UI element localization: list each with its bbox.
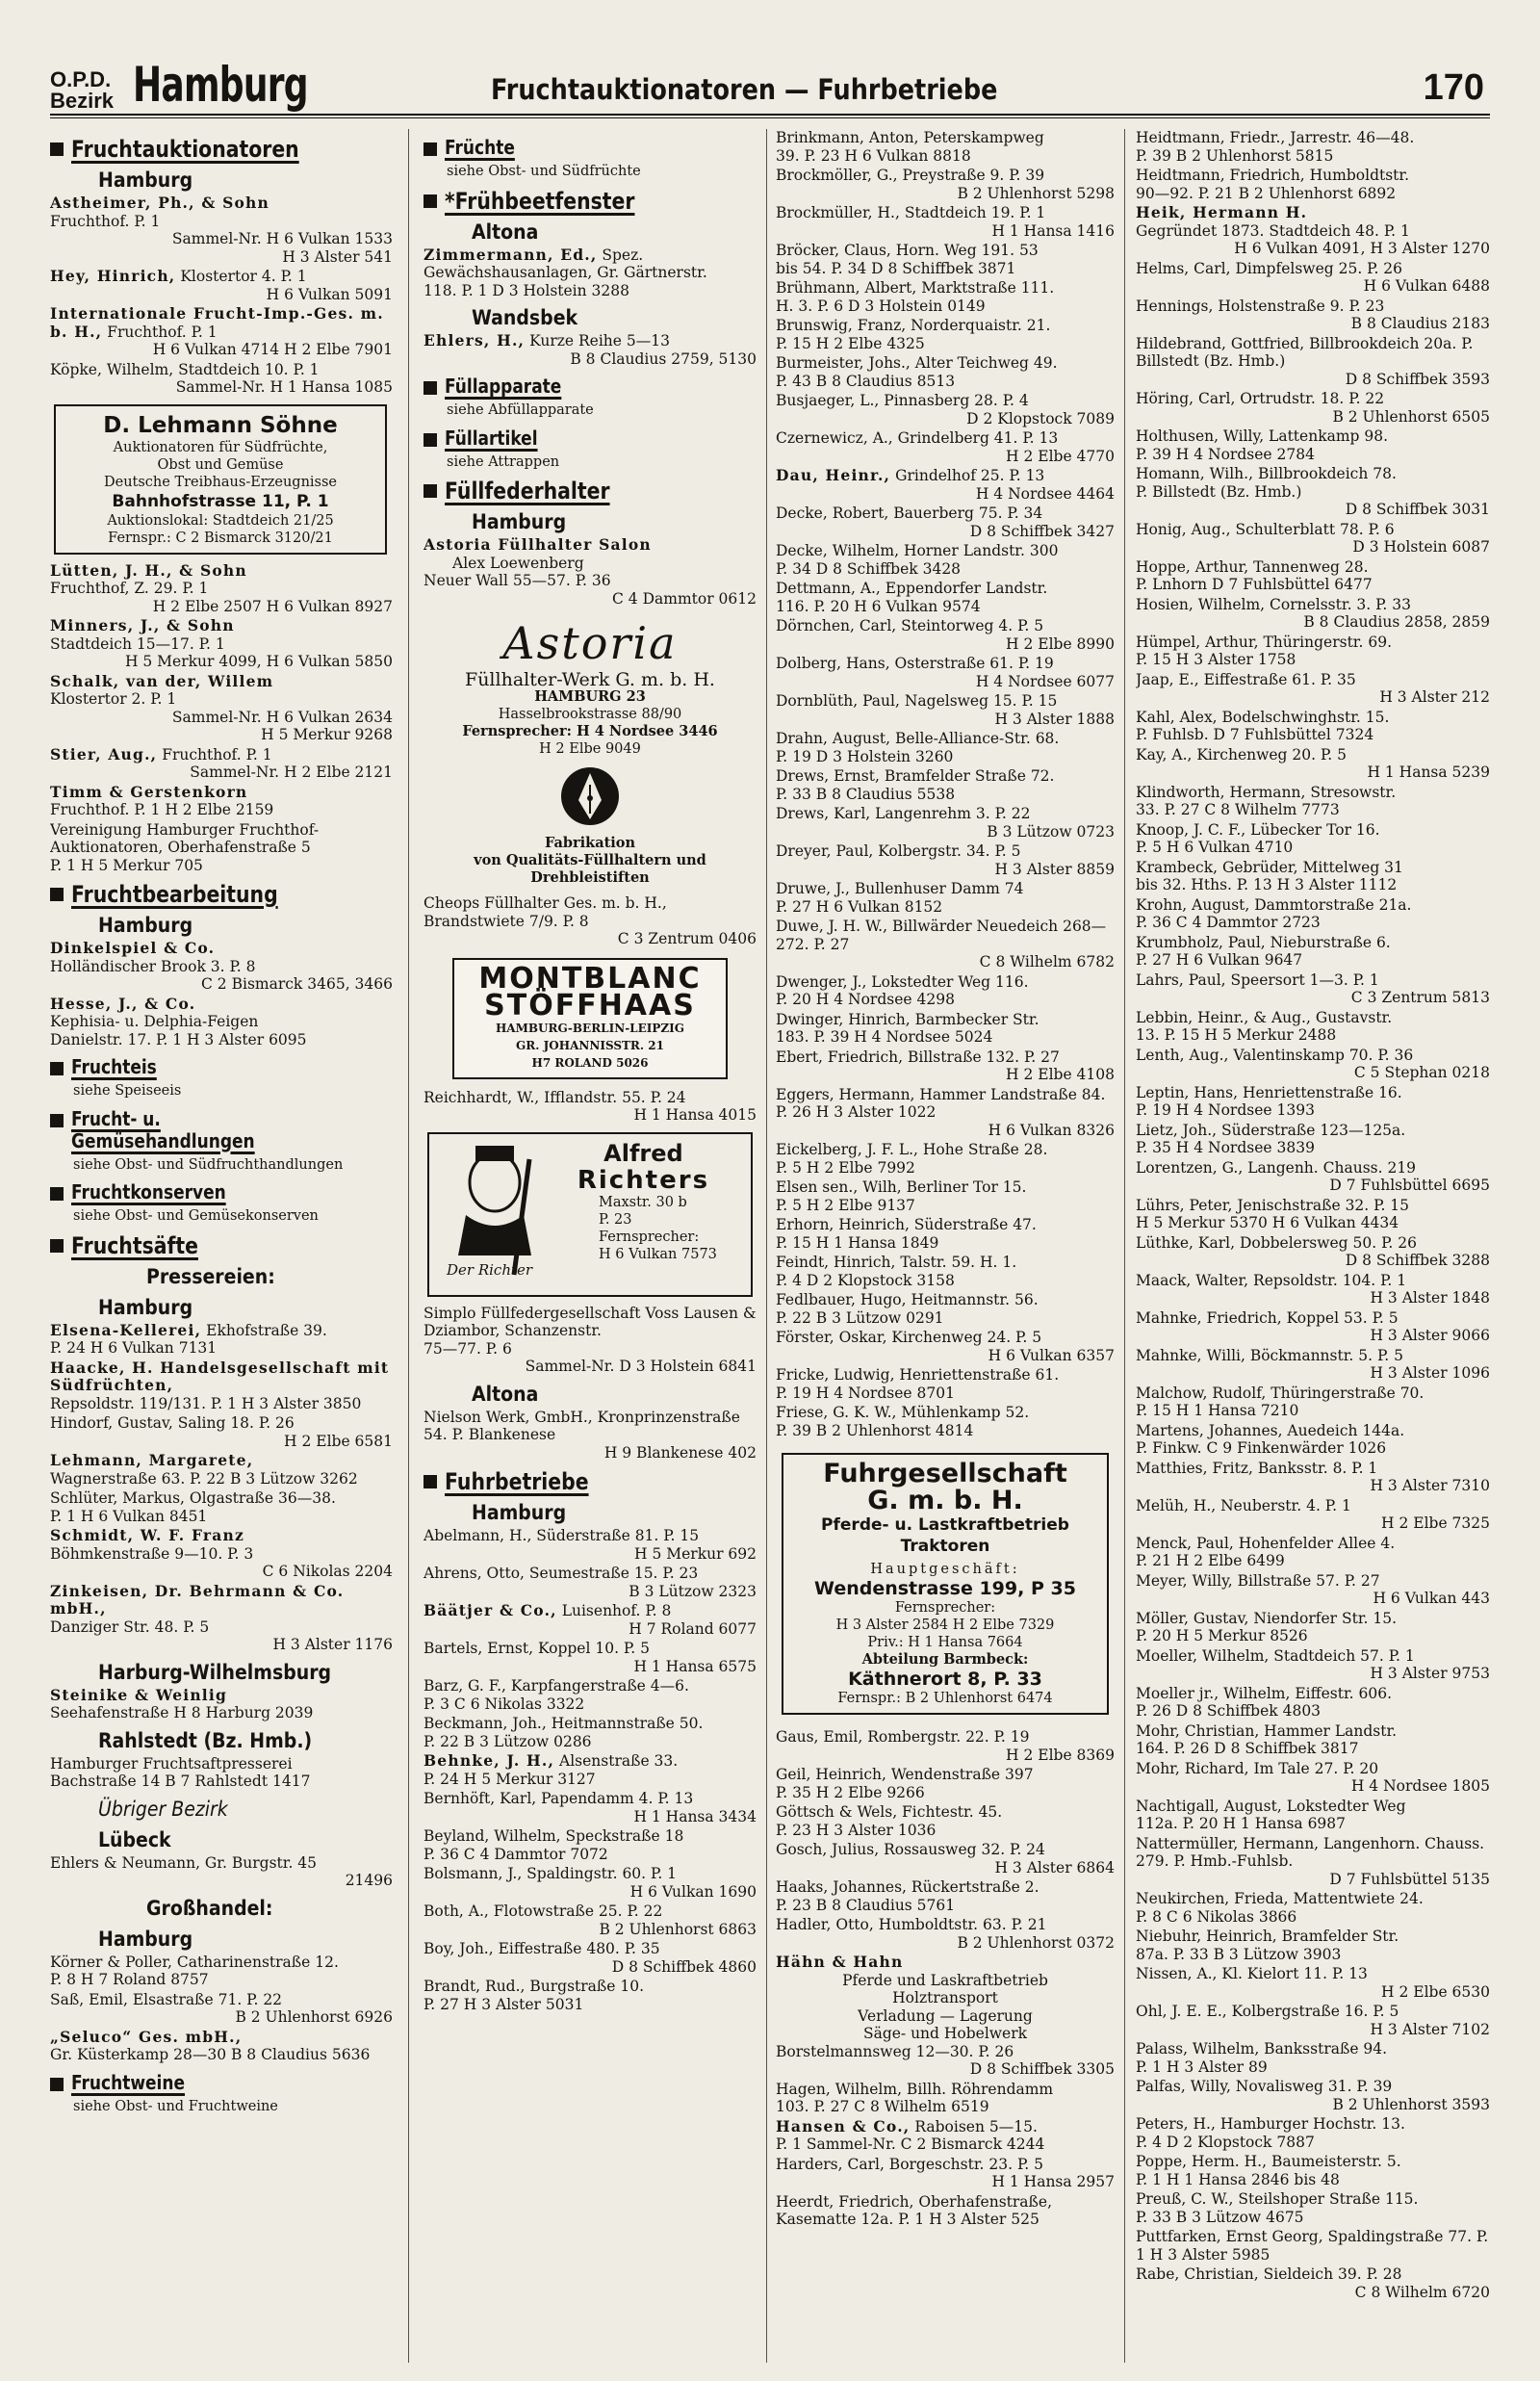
section-heading: Fruchtsäfte: [50, 1233, 393, 1258]
list-item: Behnke, J. H., Alsenstraße 33. P. 24 H 5 Merkur 3127: [424, 1751, 679, 1788]
advertisement-fuhrgesellschaft: Fuhrgesellschaft G. m. b. H. Pferde- u. Lastkraftbetrieb Traktoren Hauptgeschäft: Wendenstrasse 199, P 35 Fernsprecher: H 3 Alster 2584 H 2 Elbe 7329 Priv.: H 1 Hansa 7664 Abteilung Barmbeck: Käthnerort 8, P. 33 Fernspr.: B 2 Uhlenhorst 6474: [782, 1453, 1109, 1715]
list-item: Leptin, Hans, Henriettenstraße 16. P. 19 H 4 Nordsee 1393: [1136, 1083, 1402, 1119]
section-heading: Früchte: [424, 137, 757, 159]
list-item: Peters, H., Hamburger Hochstr. 13. P. 4 D 2 Klopstock 7887: [1136, 2115, 1405, 2151]
list-item: Honig, Aug., Schulterblatt 78. P. 6 D 3 Holstein 6087: [1136, 520, 1490, 556]
list-item: Dreyer, Paul, Kolbergstr. 34. P. 5 H 3 Alster 8859: [776, 842, 1115, 878]
list-item: Lütten, J. H., & Sohn Fruchthof, Z. 29. P. 1 H 2 Elbe 2507 H 6 Vulkan 8927: [50, 560, 393, 615]
list-item: Zinkeisen, Dr. Behrmann & Co. mbH., Danziger Str. 48. P. 5 H 3 Alster 1176: [50, 1581, 393, 1653]
list-item: Preuß, C. W., Steilshoper Straße 115. P. 33 B 3 Lützow 4675: [1136, 2190, 1419, 2226]
list-item: Bröcker, Claus, Horn. Weg 191. 53 bis 54. P. 34 D 8 Schiffbek 3871: [776, 242, 1039, 277]
page-title: Fruchtauktionatoren — Fuhrbetriebe: [491, 73, 998, 106]
city-subheading: Hamburg: [98, 1295, 193, 1319]
list-item: Fedlbauer, Hugo, Heitmannstr. 56. P. 22 B 3 Lützow 0291: [776, 1291, 1039, 1327]
list-item: Beckmann, Joh., Heitmannstraße 50. P. 22 B 3 Lützow 0286: [424, 1715, 704, 1750]
list-item: Schalk, van der, Willem Klostertor 2. P. 1 Sammel-Nr. H 6 Vulkan 2634 H 5 Merkur 9268: [50, 671, 393, 743]
bullet-square-icon: [50, 142, 64, 156]
list-item: Maack, Walter, Repsoldstr. 104. P. 1 H 3 Alster 1848: [1136, 1271, 1490, 1307]
list-item: Cheops Füllhalter Ges. m. b. H., Brandstwiete 7/9. P. 8 C 3 Zentrum 0406: [424, 894, 757, 947]
astoria-logo: Astoria: [502, 617, 678, 669]
section-heading: Fruchtbearbeitung: [50, 882, 393, 907]
city-subheading: Wandsbek: [472, 306, 578, 329]
list-item: Brühmann, Albert, Marktstraße 111. H. 3. P. 6 D 3 Holstein 0149: [776, 279, 1055, 315]
bullet-square-icon: [50, 1062, 64, 1075]
list-item: Dolberg, Hans, Osterstraße 61. P. 19 H 4 Nordsee 6077: [776, 655, 1115, 690]
header-rule: [50, 114, 1490, 116]
list-item: Lorentzen, G., Langenh. Chauss. 219 D 7 Fuhlsbüttel 6695: [1136, 1158, 1490, 1194]
list-item: Hesse, J., & Co. Kephisia- u. Delphia-Feigen Danielstr. 17. P. 1 H 3 Alster 6095: [50, 994, 307, 1048]
list-item: Krohn, August, Dammtorstraße 21a. P. 36 C 4 Dammtor 2723: [1136, 895, 1412, 931]
list-item: Menck, Paul, Hohenfelder Allee 4. P. 21 H 2 Elbe 6499: [1136, 1534, 1396, 1569]
list-item: Haacke, H. Handelsgesellschaft mit Südfrüchten, Repsoldstr. 119/131. P. 1 H 3 Alster 3850: [50, 1358, 390, 1412]
list-item: Boy, Joh., Eiffestraße 480. P. 35 D 8 Schiffbek 4860: [424, 1940, 757, 1976]
list-item: Fricke, Ludwig, Henriettenstraße 61. P. 19 H 4 Nordsee 8701: [776, 1366, 1060, 1402]
list-item: Hildebrand, Gottfried, Billbrookdeich 20a. P. Billstedt (Bz. Hmb.) D 8 Schiffbek 3593: [1136, 334, 1490, 388]
list-item: Simplo Füllfedergesellschaft Voss Lausen & Dziambor, Schanzenstr. 75—77. P. 6 Sammel-Nr. D 3 Holstein 6841: [424, 1304, 757, 1375]
list-item: Lüthke, Karl, Dobbelersweg 50. P. 26 D 8 Schiffbek 3288: [1136, 1233, 1490, 1269]
list-item: Neukirchen, Frieda, Mattentwiete 24. P. 8 C 6 Nikolas 3866: [1136, 1890, 1424, 1926]
list-item: Haaks, Johannes, Rückertstraße 2. P. 23 B 8 Claudius 5761: [776, 1878, 1040, 1914]
bullet-square-icon: [50, 2078, 64, 2091]
bullet-square-icon: [50, 1114, 64, 1127]
list-item: Knoop, J. C. F., Lübecker Tor 16. P. 5 H 6 Vulkan 4710: [1136, 820, 1380, 856]
list-item: Meyer, Willy, Billstraße 57. P. 27 H 6 Vulkan 443: [1136, 1571, 1490, 1607]
list-item: Schlüter, Markus, Olgastraße 36—38. P. 1 H 6 Vulkan 8451: [50, 1489, 336, 1525]
list-item: Niebuhr, Heinrich, Bramfelder Str. 87a. P. 33 B 3 Lützow 3903: [1136, 1928, 1399, 1963]
list-item: Lenth, Aug., Valentinskamp 70. P. 36 C 5 Stephan 0218: [1136, 1046, 1490, 1081]
list-item: Mahnke, Friedrich, Koppel 53. P. 5 H 3 Alster 9066: [1136, 1308, 1490, 1344]
list-item: Brockmöller, G., Preystraße 9. P. 39 B 2 Uhlenhorst 5298: [776, 167, 1115, 202]
list-item: Zimmermann, Ed., Spez. Gewächshausanlagen, Gr. Gärtnerstr. 118. P. 1 D 3 Holstein 3288: [424, 245, 707, 299]
list-item: Brunswig, Franz, Norderquaistr. 21. P. 15 H 2 Elbe 4325: [776, 317, 1051, 352]
bullet-square-icon: [424, 142, 437, 156]
list-item: Dettmann, A., Eppendorfer Landstr. 116. P. 20 H 6 Vulkan 9574: [776, 580, 1048, 615]
list-item: Busjaeger, L., Pinnasberg 28. P. 4 D 2 Klopstock 7089: [776, 392, 1115, 427]
list-item: Erhorn, Heinrich, Süderstraße 47. P. 15 H 1 Hansa 1849: [776, 1216, 1037, 1252]
list-item: Hadler, Otto, Humboldtstr. 63. P. 21 B 2 Uhlenhorst 0372: [776, 1916, 1115, 1952]
list-item: Timm & Gerstenkorn Fruchthof. P. 1 H 2 Elbe 2159: [50, 782, 274, 818]
section-heading: Frucht- u. Gemüsehandlungen: [50, 1108, 393, 1152]
subsection-heading: Pressereien:: [146, 1264, 275, 1288]
list-item: Heerdt, Friedrich, Oberhafenstraße, Kasematte 12a. P. 1 H 3 Alster 525: [776, 2192, 1052, 2228]
list-item: Eggers, Hermann, Hammer Landstraße 84. P. 26 H 3 Alster 1022 H 6 Vulkan 8326: [776, 1085, 1115, 1139]
list-item: Ohl, J. E. E., Kolbergstraße 16. P. 5 H 3 Alster 7102: [1136, 2003, 1490, 2038]
list-item: Friese, G. K. W., Mühlenkamp 52. P. 39 B 2 Uhlenhorst 4814: [776, 1404, 1030, 1439]
page-number: 170: [1423, 67, 1484, 108]
list-item: Drews, Karl, Langenrehm 3. P. 22 B 3 Lützow 0723: [776, 805, 1115, 841]
list-item: Ahrens, Otto, Seumestraße 15. P. 23 B 3 Lützow 2323: [424, 1565, 757, 1600]
list-item: Astheimer, Ph., & Sohn Fruchthof. P. 1 Sammel-Nr. H 6 Vulkan 1533 H 3 Alster 541: [50, 194, 393, 266]
city-subheading: Hamburg: [98, 168, 193, 192]
list-item: Nissen, A., Kl. Kielort 11. P. 13 H 2 Elbe 6530: [1136, 1965, 1490, 2001]
section-heading: Fruchtkonserven: [50, 1181, 393, 1203]
advertisement-box: D. Lehmann Söhne Auktionatoren für Südfrüchte, Obst und Gemüse Deutsche Treibhaus-Erzeugnisse Bahnhofstrasse 11, P. 1 Auktionslokal: Stadtdeich 21/25 Fernspr.: C 2 Bismarck 3120/21: [54, 404, 387, 555]
list-item: Mohr, Christian, Hammer Landstr. 164. P. 26 D 8 Schiffbek 3817: [1136, 1721, 1398, 1757]
bullet-square-icon: [424, 433, 437, 447]
list-item: Moeller jr., Wilhelm, Eiffestr. 606. P. 26 D 8 Schiffbek 4803: [1136, 1684, 1393, 1720]
list-item: Dwenger, J., Lokstedter Weg 116. P. 20 H 4 Nordsee 4298: [776, 972, 1029, 1008]
list-item: Schmidt, W. F. Franz Böhmkenstraße 9—10. P. 3 C 6 Nikolas 2204: [50, 1526, 393, 1580]
pen-nib-icon: [424, 765, 757, 827]
list-item: Druwe, J., Bullenhuser Damm 74 P. 27 H 6 Vulkan 8152: [776, 880, 1024, 916]
list-item: Nattermüller, Hermann, Langenhorn. Chauss. 279. P. Hmb.-Fuhlsb. D 7 Fuhlsbüttel 5135: [1136, 1834, 1490, 1888]
list-item: Bartels, Ernst, Koppel 10. P. 5 H 1 Hansa 6575: [424, 1640, 757, 1675]
list-item: Dau, Heinr., Grindelhof 25. P. 13 H 4 Nordsee 4464: [776, 466, 1115, 503]
city-subheading: Hamburg: [472, 510, 567, 533]
header-rule-thin: [50, 117, 1490, 118]
list-item: Hähn & Hahn Pferde und Laskraftbetrieb Holztransport Verladung — Lagerung Säge- und Hobelwerk Borstelmannsweg 12—30. P. 26 D 8 Schiffbek 3305: [776, 1953, 1115, 2078]
city-subheading: Hamburg: [98, 1927, 193, 1951]
list-item: Puttfarken, Ernst Georg, Spaldingstraße 77. P. 1 H 3 Alster 5985: [1136, 2228, 1489, 2264]
list-item: Hindorf, Gustav, Saling 18. P. 26 H 2 Elbe 6581: [50, 1414, 393, 1450]
list-item: Hamburger Fruchtsaftpresserei Bachstraße 14 B 7 Rahlstedt 1417: [50, 1754, 311, 1790]
list-item: Hümpel, Arthur, Thüringerstr. 69. P. 15 H 3 Alster 1758: [1136, 633, 1393, 668]
list-item: Krumbholz, Paul, Nieburstraße 6. P. 27 H 6 Vulkan 9647: [1136, 933, 1391, 969]
list-item: Lehmann, Margarete, Wagnerstraße 63. P. 22 B 3 Lützow 3262: [50, 1451, 358, 1488]
cross-reference: siehe Obst- und Gemüsekonserven: [73, 1208, 319, 1224]
column-2: [424, 129, 757, 2381]
list-item: Eickelberg, J. F. L., Hohe Straße 28. P. 5 H 2 Elbe 7992: [776, 1141, 1048, 1177]
list-item: Harders, Carl, Borgeschstr. 23. P. 5 H 1 Hansa 2957: [776, 2155, 1115, 2190]
list-item: Drews, Ernst, Bramfelder Straße 72. P. 33 B 8 Claudius 5538: [776, 767, 1055, 803]
list-item: Decke, Robert, Bauerberg 75. P. 34 D 8 Schiffbek 3427: [776, 505, 1115, 540]
list-item: Brockmüller, H., Stadtdeich 19. P. 1 H 1 Hansa 1416: [776, 204, 1115, 240]
list-item: Malchow, Rudolf, Thüringerstraße 70. P. 15 H 1 Hansa 7210: [1136, 1384, 1424, 1419]
list-item: Stier, Aug., Fruchthof. P. 1 Sammel-Nr. H 2 Elbe 2121: [50, 744, 393, 781]
city-subheading: Hamburg: [98, 914, 193, 937]
list-item: Körner & Poller, Catharinenstraße 12. P. 8 H 7 Roland 8757: [50, 1953, 339, 1988]
section-heading: Füllapparate: [424, 375, 757, 398]
city-subheading: Altona: [472, 1382, 539, 1406]
list-item: Beyland, Wilhelm, Speckstraße 18 P. 36 C 4 Dammtor 7072: [424, 1827, 684, 1863]
list-item: Gosch, Julius, Rossausweg 32. P. 24 H 3 Alster 6864: [776, 1841, 1115, 1876]
list-item: Holthusen, Willy, Lattenkamp 98. P. 39 H 4 Nordsee 2784: [1136, 427, 1389, 463]
section-heading: Fruchteis: [50, 1056, 393, 1078]
richters-signature: Der Richter: [447, 1260, 533, 1279]
list-item: Ehlers, H., Kurze Reihe 5—13 B 8 Claudius 2759, 5130: [424, 331, 757, 368]
bullet-square-icon: [424, 484, 437, 498]
list-item: Brandt, Rud., Burgstraße 10. P. 27 H 3 Alster 5031: [424, 1978, 645, 2013]
list-item: Heidtmann, Friedr., Jarrestr. 46—48. P. 39 B 2 Uhlenhorst 5815: [1136, 129, 1415, 165]
list-item: Reichhardt, W., Ifflandstr. 55. P. 24 H 1 Hansa 4015: [424, 1088, 757, 1124]
cross-reference: siehe Obst- und Fruchtweine: [73, 2098, 278, 2114]
section-heading: Füllfederhalter: [424, 479, 757, 504]
list-item: Dwinger, Hinrich, Barmbecker Str. 183. P. 39 H 4 Nordsee 5024: [776, 1010, 1040, 1046]
list-item: Bernhöft, Karl, Papendamm 4. P. 13 H 1 Hansa 3434: [424, 1790, 757, 1825]
list-item: Minners, J., & Sohn Stadtdeich 15—17. P. 1 H 5 Merkur 4099, H 6 Vulkan 5850: [50, 616, 393, 670]
list-item: Höring, Carl, Ortrudstr. 18. P. 22 B 2 Uhlenhorst 6505: [1136, 390, 1490, 426]
list-item: Feindt, Hinrich, Talstr. 59. H. 1. P. 4 D 2 Klopstock 3158: [776, 1254, 1017, 1289]
list-item: Mahnke, Willi, Böckmannstr. 5. P. 5 H 3 Alster 1096: [1136, 1346, 1490, 1382]
list-item: Hagen, Wilhelm, Billh. Röhrendamm 103. P. 27 C 8 Wilhelm 6519: [776, 2080, 1054, 2115]
city-heading: Hamburg: [133, 57, 308, 113]
list-item: Czernewicz, A., Grindelberg 41. P. 13 H 2 Elbe 4770: [776, 429, 1115, 465]
list-item: Palfas, Willy, Novalisweg 31. P. 39 B 2 Uhlenhorst 3593: [1136, 2078, 1490, 2113]
column-divider: [1124, 129, 1125, 2363]
list-item: Hoppe, Arthur, Tannenweg 28. P. Lnhorn D 7 Fuhlsbüttel 6477: [1136, 557, 1373, 593]
column-divider: [766, 129, 767, 2363]
city-subheading: Rahlstedt (Bz. Hmb.): [98, 1728, 313, 1752]
list-item: Krambeck, Gebrüder, Mittelweg 31 bis 32. Hths. P. 13 H 3 Alster 1112: [1136, 858, 1403, 893]
column-3: [776, 129, 1115, 2381]
bullet-square-icon: [424, 381, 437, 395]
advertisement-richters: Der Richter Alfred Richters Maxstr. 30 b P. 23 Fernsprecher: H 6 Vulkan 7573: [427, 1132, 753, 1297]
list-item: Ehlers & Neumann, Gr. Burgstr. 45 21496: [50, 1853, 393, 1889]
district-label: O.P.D. Bezirk: [50, 67, 115, 113]
page-header: [50, 58, 1490, 117]
list-item: Abelmann, H., Süderstraße 81. P. 15 H 5 Merkur 692: [424, 1527, 757, 1563]
list-item: Elsen sen., Wilh, Berliner Tor 15. P. 5 H 2 Elbe 9137: [776, 1178, 1027, 1214]
list-item: Saß, Emil, Elsastraße 71. P. 22 B 2 Uhlenhorst 6926: [50, 1990, 393, 2026]
list-item: Burmeister, Johs., Alter Teichweg 49. P. 43 B 8 Claudius 8513: [776, 354, 1058, 390]
list-item: Vereinigung Hamburger Fruchthof-Auktionatoren, Oberhafenstraße 5 P. 1 H 5 Merkur 705: [50, 820, 320, 874]
list-item: Matthies, Fritz, Banksstr. 8. P. 1 H 3 Alster 7310: [1136, 1459, 1490, 1494]
list-item: Köpke, Wilhelm, Stadtdeich 10. P. 1 Sammel-Nr. H 1 Hansa 1085: [50, 360, 393, 396]
list-item: Duwe, J. H. W., Billwärder Neuedeich 268—272. P. 27 C 8 Wilhelm 6782: [776, 918, 1115, 971]
list-item: Barz, G. F., Karpfangerstraße 4—6. P. 3 C 6 Nikolas 3322: [424, 1677, 689, 1713]
list-item: „Seluco“ Ges. mbH., Gr. Küsterkamp 28—30 B 8 Claudius 5636: [50, 2027, 371, 2063]
list-item: Helms, Carl, Dimpfelsweg 25. P. 26 H 6 Vulkan 6488: [1136, 259, 1490, 295]
bullet-square-icon: [50, 888, 64, 901]
list-item: Poppe, Herm. H., Baumeisterstr. 5. P. 1 H 1 Hansa 2846 bis 48: [1136, 2153, 1401, 2188]
city-subheading: Altona: [472, 220, 539, 244]
city-subheading: Harburg-Wilhelmsburg: [98, 1660, 332, 1684]
city-subheading: Lübeck: [98, 1827, 171, 1851]
list-item: Hosien, Wilhelm, Cornelsstr. 3. P. 33 B 8 Claudius 2858, 2859: [1136, 595, 1490, 631]
cross-reference: siehe Speiseeis: [73, 1083, 182, 1099]
list-item: Göttsch & Wels, Fichtestr. 45. P. 23 H 3 Alster 1036: [776, 1803, 1003, 1839]
cross-reference: siehe Obst- und Südfruchthandlungen: [73, 1156, 344, 1173]
list-item: Kahl, Alex, Bodelschwinghstr. 15. P. Fuhlsb. D 7 Fuhlsbüttel 7324: [1136, 708, 1390, 743]
list-item: Drahn, August, Belle-Alliance-Str. 68. P. 19 D 3 Holstein 3260: [776, 730, 1060, 765]
bullet-square-icon: [50, 1239, 64, 1253]
list-item: Lahrs, Paul, Speersort 1—3. P. 1 C 3 Zentrum 5813: [1136, 971, 1490, 1006]
list-item: Nachtigall, August, Lokstedter Weg 112a. P. 20 H 1 Hansa 6987: [1136, 1797, 1406, 1832]
list-item: Steinike & Weinlig Seehafenstraße H 8 Harburg 2039: [50, 1685, 314, 1721]
list-item: Bolsmann, J., Spaldingstr. 60. P. 1 H 6 Vulkan 1690: [424, 1865, 757, 1901]
list-item: Homann, Wilh., Billbrookdeich 78. P. Billstedt (Bz. Hmb.) D 8 Schiffbek 3031: [1136, 465, 1490, 518]
subsection-heading: Übriger Bezirk: [98, 1797, 228, 1821]
list-item: Jaap, E., Eiffestraße 61. P. 35 H 3 Alster 212: [1136, 670, 1490, 706]
list-item: Hansen & Co., Raboisen 5—15. P. 1 Sammel-Nr. C 2 Bismarck 4244: [776, 2116, 1045, 2153]
column-divider: [408, 129, 409, 2363]
list-item: Brinkmann, Anton, Peterskampweg 39. P. 23 H 6 Vulkan 8818: [776, 129, 1044, 165]
list-item: Lietz, Joh., Süderstraße 123—125a. P. 35 H 4 Nordsee 3839: [1136, 1121, 1406, 1156]
advertisement-montblanc: MONTBLANC STÖFFHAAS HAMBURG-BERLIN-LEIPZIG GR. JOHANNISSTR. 21 H7 ROLAND 5026: [452, 958, 728, 1079]
list-item: Bäätjer & Co., Luisenhof. P. 8 H 7 Roland 6077: [424, 1601, 757, 1638]
section-heading: Füllartikel: [424, 427, 757, 450]
list-item: Elsena-Kellerei, Ekhofstraße 39. P. 24 H 6 Vulkan 7131: [50, 1320, 327, 1357]
list-item: Astoria Füllhalter Salon Alex Loewenberg Neuer Wall 55—57. P. 36 C 4 Dammtor 0612: [424, 535, 757, 608]
list-item: Melüh, H., Neuberstr. 4. P. 1 H 2 Elbe 7325: [1136, 1496, 1490, 1532]
section-heading: Fuhrbetriebe: [424, 1469, 757, 1494]
section-heading: Fruchtauktionatoren: [50, 137, 393, 162]
list-item: Heidtmann, Friedrich, Humboldtstr. 90—92. P. 21 B 2 Uhlenhorst 6892: [1136, 167, 1410, 202]
cross-reference: siehe Obst- und Südfrüchte: [447, 164, 641, 179]
list-item: Dinkelspiel & Co. Holländischer Brook 3. P. 8 C 2 Bismarck 3465, 3466: [50, 939, 393, 993]
list-item: Palass, Wilhelm, Banksstraße 94. P. 1 H 3 Alster 89: [1136, 2040, 1388, 2076]
list-item: Rabe, Christian, Sieldeich 39. P. 28 C 8 Wilhelm 6720: [1136, 2265, 1490, 2301]
section-heading: *Frühbeetfenster: [424, 189, 757, 214]
column-4: [1136, 129, 1490, 2381]
bullet-square-icon: [50, 1187, 64, 1201]
bullet-square-icon: [424, 1475, 437, 1488]
subsection-heading: Großhandel:: [146, 1896, 273, 1920]
bullet-square-icon: [424, 194, 437, 208]
list-item: Dörnchen, Carl, Steintorweg 4. P. 5 H 2 Elbe 8990: [776, 617, 1115, 653]
list-item: Dornblüth, Paul, Nagelsweg 15. P. 15 H 3 Alster 1888: [776, 692, 1115, 728]
list-item: Nielson Werk, GmbH., Kronprinzenstraße 54. P. Blankenese H 9 Blankenese 402: [424, 1408, 757, 1462]
city-subheading: Hamburg: [472, 1501, 567, 1524]
list-item: Ebert, Friedrich, Billstraße 132. P. 27 H 2 Elbe 4108: [776, 1048, 1115, 1083]
list-item: Moeller, Wilhelm, Stadtdeich 57. P. 1 H 3 Alster 9753: [1136, 1646, 1490, 1682]
list-item: Lebbin, Heinr., & Aug., Gustavstr. 13. P. 15 H 5 Merkur 2488: [1136, 1008, 1393, 1044]
list-item: Internationale Frucht-Imp.-Ges. m. b. H., Fruchthof. P. 1 H 6 Vulkan 4714 H 2 Elbe 7901: [50, 304, 393, 358]
list-item: Mohr, Richard, Im Tale 27. P. 20 H 4 Nordsee 1805: [1136, 1759, 1490, 1795]
cross-reference: siehe Attrappen: [447, 453, 560, 470]
list-item: Förster, Oskar, Kirchenweg 24. P. 5 H 6 Vulkan 6357: [776, 1329, 1115, 1364]
section-heading: Fruchtweine: [50, 2072, 393, 2094]
list-item: Klindworth, Hermann, Stresowstr. 33. P. 27 C 8 Wilhelm 7773: [1136, 783, 1397, 818]
list-item: Heik, Hermann H. Gegründet 1873. Stadtdeich 48. P. 1 H 6 Vulkan 4091, H 3 Alster 1270: [1136, 203, 1490, 257]
list-item: Gaus, Emil, Rombergstr. 22. P. 19 H 2 Elbe 8369: [776, 1728, 1115, 1764]
list-item: Geil, Heinrich, Wendenstraße 397 P. 35 H 2 Elbe 9266: [776, 1766, 1034, 1801]
list-item: Lührs, Peter, Jenischstraße 32. P. 15 H 5 Merkur 5370 H 6 Vulkan 4434: [1136, 1196, 1410, 1231]
cross-reference: siehe Abfüllapparate: [447, 402, 594, 418]
advertisement-astoria: Astoria Füllhalter-Werk G. m. b. H. HAMBURG 23 Hasselbrookstrasse 88/90 Fernsprecher: H 4 Nordsee 3446 H 2 Elbe 9049 Fabrikation von Qualitäts-Füllhaltern und Drehbleistiften: [424, 615, 757, 887]
list-item: Both, A., Flotowstraße 25. P. 22 B 2 Uhlenhorst 6863: [424, 1902, 757, 1938]
column-1: [50, 129, 393, 2381]
list-item: Martens, Johannes, Auedeich 144a. P. Finkw. C 9 Finkenwärder 1026: [1136, 1421, 1405, 1457]
list-item: Möller, Gustav, Niendorfer Str. 15. P. 20 H 5 Merkur 8526: [1136, 1609, 1398, 1644]
list-item: Kay, A., Kirchenweg 20. P. 5 H 1 Hansa 5239: [1136, 745, 1490, 781]
illustration-figure-icon: [437, 1140, 562, 1289]
list-item: Hennings, Holstenstraße 9. P. 23 B 8 Claudius 2183: [1136, 297, 1490, 332]
list-item: Hey, Hinrich, Klostertor 4. P. 1 H 6 Vulkan 5091: [50, 267, 393, 303]
list-item: Decke, Wilhelm, Horner Landstr. 300 P. 34 D 8 Schiffbek 3428: [776, 542, 1059, 578]
